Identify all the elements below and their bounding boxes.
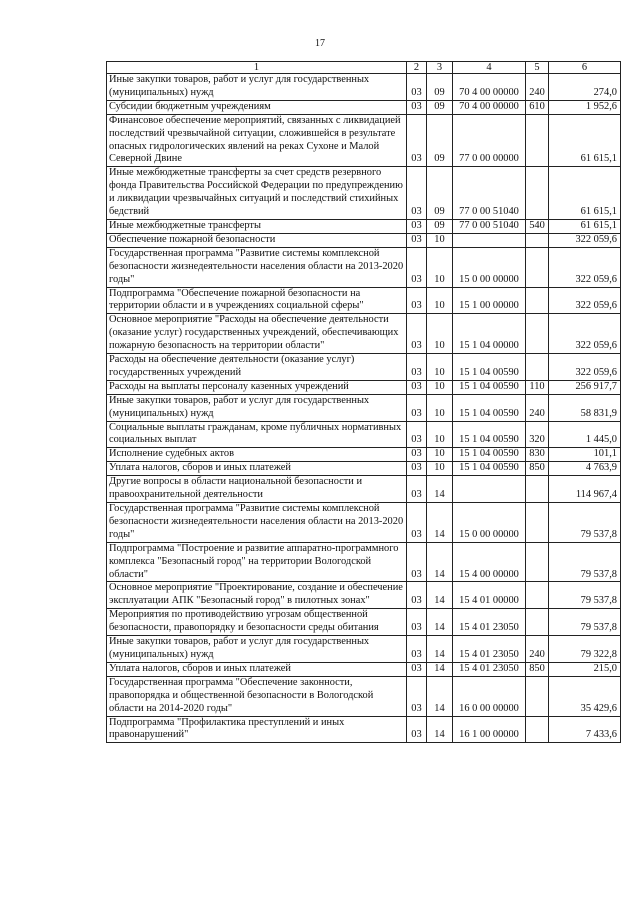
row-name-cell: Расходы на обеспечение деятельности (оказание услуг) государственных учреждений [107,354,407,381]
row-expense-type-cell: 540 [526,219,549,233]
row-section-cell: 03 [407,716,427,743]
table-row [107,448,621,462]
header-cell: 5 [526,62,549,74]
row-name-cell: Расходы на выплаты персоналу казенных учреждений [107,380,407,394]
row-expense-type-cell: 240 [526,636,549,663]
row-name-cell: Мероприятия по противодействию угрозам общественной безопасности, правопорядку и безопасности среды обитания [107,609,407,636]
row-section-cell: 03 [407,247,427,287]
row-expense-type-cell [526,247,549,287]
row-name-cell: Иные межбюджетные трансферты за счет средств резервного фонда Правительства Российской Федерации по предупреждению и ликвидации чрезвычайных ситуаций и последствий стихийных бедствий [107,167,407,220]
table-row [107,233,621,247]
budget-table [106,61,621,743]
row-expense-type-cell [526,314,549,354]
row-name-cell: Иные закупки товаров, работ и услуг для государственных (муниципальных) нужд [107,636,407,663]
row-section-cell: 03 [407,636,427,663]
row-expense-type-cell: 830 [526,448,549,462]
table-row [107,662,621,676]
row-section-cell: 03 [407,542,427,582]
table-row [107,247,621,287]
table-row [107,114,621,167]
row-subsection-cell: 14 [427,636,453,663]
row-subsection-cell: 14 [427,542,453,582]
row-expense-type-cell: 240 [526,74,549,101]
row-section-cell: 03 [407,448,427,462]
row-expense-type-cell [526,716,549,743]
row-name-cell: Другие вопросы в области национальной безопасности и правоохранительной деятельности [107,476,407,503]
row-expense-type-cell: 610 [526,100,549,114]
table-row [107,219,621,233]
row-subsection-cell: 09 [427,114,453,167]
row-expense-type-cell: 850 [526,462,549,476]
header-cell: 3 [427,62,453,74]
row-amount-cell: 79 537,8 [549,542,621,582]
row-expense-type-cell [526,503,549,543]
row-name-cell: Иные закупки товаров, работ и услуг для государственных (муниципальных) нужд [107,74,407,101]
row-target-article-cell: 15 4 01 00000 [453,582,526,609]
row-subsection-cell: 10 [427,421,453,448]
table-row [107,354,621,381]
row-name-cell: Государственная программа "Обеспечение законности, правопорядка и общественной безопасности в Вологодской области на 2014-2020 годы" [107,676,407,716]
row-subsection-cell: 10 [427,394,453,421]
row-section-cell: 03 [407,394,427,421]
row-section-cell: 03 [407,503,427,543]
row-section-cell: 03 [407,354,427,381]
table-row [107,167,621,220]
row-amount-cell: 61 615,1 [549,167,621,220]
row-amount-cell: 322 059,6 [549,247,621,287]
row-amount-cell: 101,1 [549,448,621,462]
row-section-cell: 03 [407,100,427,114]
row-expense-type-cell [526,476,549,503]
table-row [107,314,621,354]
row-amount-cell: 7 433,6 [549,716,621,743]
page-number: 17 [315,38,325,49]
row-target-article-cell: 15 1 04 00590 [453,462,526,476]
row-expense-type-cell [526,676,549,716]
row-target-article-cell: 16 0 00 00000 [453,676,526,716]
row-amount-cell: 79 537,8 [549,582,621,609]
row-target-article-cell: 15 1 00 00000 [453,287,526,314]
row-amount-cell: 322 059,6 [549,354,621,381]
row-target-article-cell: 15 1 04 00000 [453,314,526,354]
row-amount-cell: 61 615,1 [549,114,621,167]
row-target-article-cell: 70 4 00 00000 [453,74,526,101]
row-target-article-cell: 15 4 01 23050 [453,662,526,676]
row-subsection-cell: 14 [427,662,453,676]
row-target-article-cell: 15 1 04 00590 [453,380,526,394]
table-row [107,636,621,663]
row-section-cell: 03 [407,380,427,394]
row-expense-type-cell [526,233,549,247]
row-target-article-cell: 15 0 00 00000 [453,247,526,287]
row-name-cell: Основное мероприятие "Проектирование, создание и обеспечение эксплуатации АПК "Безопасный город" в пилотных зонах" [107,582,407,609]
row-section-cell: 03 [407,662,427,676]
row-target-article-cell [453,476,526,503]
row-name-cell: Подпрограмма "Построение и развитие аппаратно-программного комплекса "Безопасный город" на территории Вологодской области" [107,542,407,582]
header-cell: 6 [549,62,621,74]
row-name-cell: Подпрограмма "Обеспечение пожарной безопасности на территории области и в учреждениях социальной сферы" [107,287,407,314]
row-name-cell: Государственная программа "Развитие системы комплексной безопасности жизнедеятельности населения области на 2013-2020 годы" [107,503,407,543]
row-amount-cell: 322 059,6 [549,287,621,314]
row-subsection-cell: 10 [427,287,453,314]
table-row [107,476,621,503]
row-name-cell: Финансовое обеспечение мероприятий, связанных с ликвидацией последствий чрезвычайной ситуации, сложившейся в результате опасных гидрологических явлений на реках Сухоне и Малой Северной Двине [107,114,407,167]
row-target-article-cell: 15 4 00 00000 [453,542,526,582]
table-row [107,503,621,543]
row-subsection-cell: 14 [427,676,453,716]
table-row [107,421,621,448]
row-subsection-cell: 10 [427,380,453,394]
row-amount-cell: 322 059,6 [549,233,621,247]
row-amount-cell: 35 429,6 [549,676,621,716]
row-expense-type-cell: 320 [526,421,549,448]
table-header-row [107,62,621,74]
row-section-cell: 03 [407,582,427,609]
row-expense-type-cell: 110 [526,380,549,394]
row-amount-cell: 61 615,1 [549,219,621,233]
row-name-cell: Иные закупки товаров, работ и услуг для государственных (муниципальных) нужд [107,394,407,421]
table-row [107,609,621,636]
row-target-article-cell: 77 0 00 00000 [453,114,526,167]
row-section-cell: 03 [407,219,427,233]
row-target-article-cell: 77 0 00 51040 [453,219,526,233]
row-amount-cell: 1 952,6 [549,100,621,114]
table-row [107,74,621,101]
row-name-cell: Уплата налогов, сборов и иных платежей [107,462,407,476]
row-expense-type-cell [526,582,549,609]
row-expense-type-cell: 850 [526,662,549,676]
row-name-cell: Государственная программа "Развитие системы комплексной безопасности жизнедеятельности населения области на 2013-2020 годы" [107,247,407,287]
row-target-article-cell: 15 0 00 00000 [453,503,526,543]
row-amount-cell: 215,0 [549,662,621,676]
row-subsection-cell: 09 [427,74,453,101]
row-section-cell: 03 [407,609,427,636]
table-row [107,100,621,114]
row-subsection-cell: 14 [427,476,453,503]
row-name-cell: Исполнение судебных актов [107,448,407,462]
row-amount-cell: 114 967,4 [549,476,621,503]
table-row [107,716,621,743]
row-section-cell: 03 [407,462,427,476]
row-subsection-cell: 14 [427,582,453,609]
row-section-cell: 03 [407,233,427,247]
row-amount-cell: 79 537,8 [549,609,621,636]
row-name-cell: Уплата налогов, сборов и иных платежей [107,662,407,676]
row-subsection-cell: 09 [427,100,453,114]
row-expense-type-cell [526,167,549,220]
row-section-cell: 03 [407,476,427,503]
row-amount-cell: 1 445,0 [549,421,621,448]
row-subsection-cell: 09 [427,167,453,220]
table-row [107,542,621,582]
row-expense-type-cell [526,542,549,582]
row-section-cell: 03 [407,287,427,314]
row-subsection-cell: 10 [427,448,453,462]
row-amount-cell: 58 831,9 [549,394,621,421]
row-target-article-cell: 15 1 04 00590 [453,354,526,381]
row-name-cell: Иные межбюджетные трансферты [107,219,407,233]
row-amount-cell: 79 322,8 [549,636,621,663]
header-cell: 2 [407,62,427,74]
row-target-article-cell: 15 1 04 00590 [453,421,526,448]
row-target-article-cell: 15 1 04 00590 [453,448,526,462]
row-target-article-cell: 15 4 01 23050 [453,609,526,636]
row-amount-cell: 274,0 [549,74,621,101]
row-section-cell: 03 [407,114,427,167]
row-name-cell: Социальные выплаты гражданам, кроме публичных нормативных социальных выплат [107,421,407,448]
table-row [107,394,621,421]
row-amount-cell: 322 059,6 [549,314,621,354]
row-section-cell: 03 [407,421,427,448]
row-target-article-cell: 70 4 00 00000 [453,100,526,114]
row-target-article-cell: 16 1 00 00000 [453,716,526,743]
header-cell: 1 [107,62,407,74]
row-section-cell: 03 [407,314,427,354]
row-subsection-cell: 14 [427,609,453,636]
row-name-cell: Субсидии бюджетным учреждениям [107,100,407,114]
row-expense-type-cell: 240 [526,394,549,421]
row-target-article-cell: 15 4 01 23050 [453,636,526,663]
table-row [107,582,621,609]
row-section-cell: 03 [407,74,427,101]
row-amount-cell: 79 537,8 [549,503,621,543]
row-expense-type-cell [526,114,549,167]
row-name-cell: Основное мероприятие "Расходы на обеспечение деятельности (оказание услуг) государственных учреждений, обеспечивающих пожарную безопасность на территории области" [107,314,407,354]
table-row [107,287,621,314]
table-row [107,380,621,394]
header-cell: 4 [453,62,526,74]
row-target-article-cell: 77 0 00 51040 [453,167,526,220]
row-section-cell: 03 [407,167,427,220]
row-name-cell: Подпрограмма "Профилактика преступлений и иных правонарушений" [107,716,407,743]
row-subsection-cell: 14 [427,716,453,743]
row-target-article-cell [453,233,526,247]
row-expense-type-cell [526,609,549,636]
row-name-cell: Обеспечение пожарной безопасности [107,233,407,247]
row-subsection-cell: 10 [427,247,453,287]
table-row [107,462,621,476]
row-section-cell: 03 [407,676,427,716]
table-row [107,676,621,716]
row-subsection-cell: 10 [427,354,453,381]
row-expense-type-cell [526,354,549,381]
row-target-article-cell: 15 1 04 00590 [453,394,526,421]
row-expense-type-cell [526,287,549,314]
row-subsection-cell: 10 [427,233,453,247]
row-subsection-cell: 09 [427,219,453,233]
row-subsection-cell: 10 [427,462,453,476]
row-subsection-cell: 10 [427,314,453,354]
row-subsection-cell: 14 [427,503,453,543]
row-amount-cell: 256 917,7 [549,380,621,394]
row-amount-cell: 4 763,9 [549,462,621,476]
